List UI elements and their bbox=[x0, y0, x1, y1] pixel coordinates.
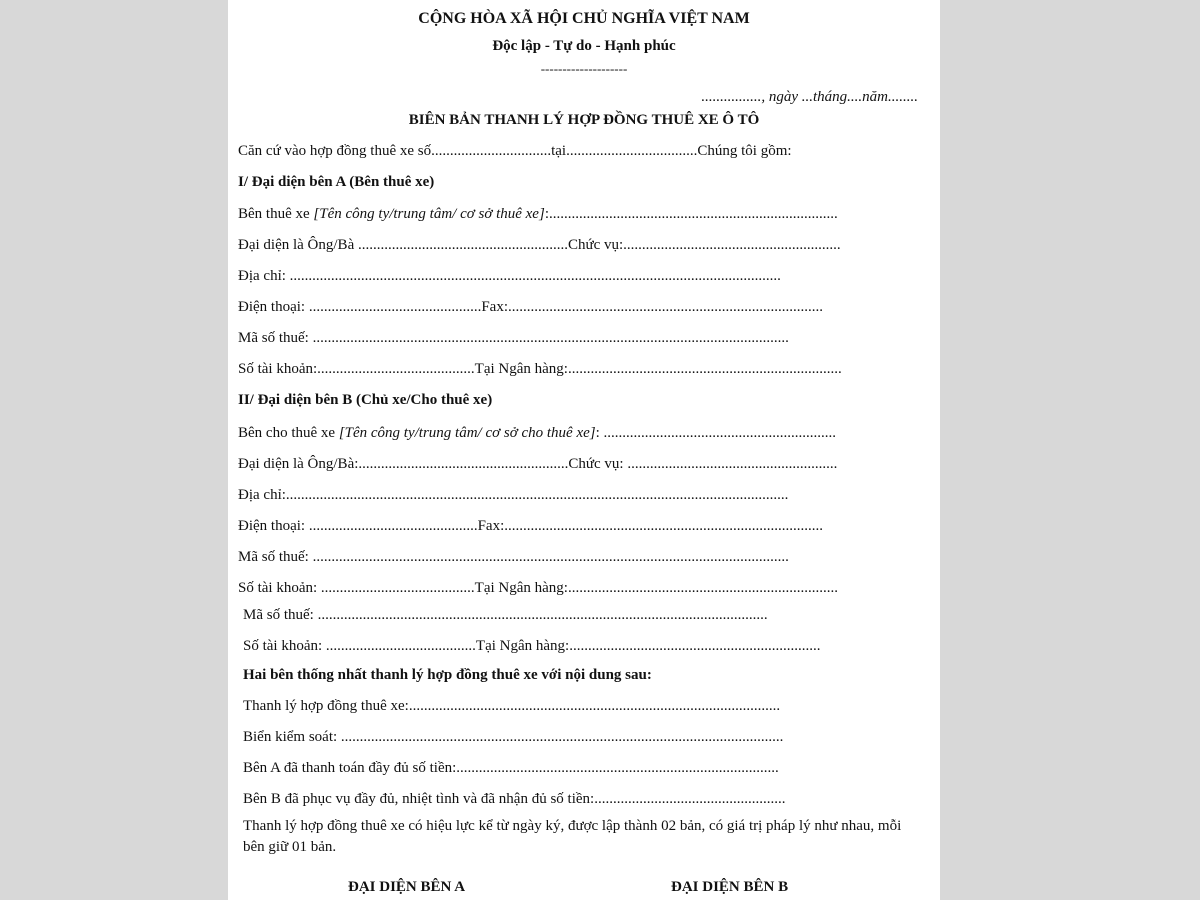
country-name: CỘNG HÒA XÃ HỘI CHỦ NGHĨA VIỆT NAM bbox=[418, 10, 750, 27]
signature-party-a: ĐẠI DIỆN BÊN A bbox=[348, 879, 466, 895]
party-b-address: Địa chỉ:...................................................................................................................................... bbox=[238, 487, 789, 503]
extra-bank-account: Số tài khoản: ........................................Tại Ngân hàng:................................................................... bbox=[243, 638, 821, 654]
agreement-validity: Thanh lý hợp đồng thuê xe có hiệu lực kể từ ngày ký, được lập thành 02 bản, có giá trị pháp lý như nhau, mỗi bên giữ 01 bản. bbox=[243, 818, 902, 855]
document-page bbox=[228, 0, 940, 900]
national-motto: Độc lập - Tự do - Hạnh phúc bbox=[492, 38, 676, 54]
party-a-heading: I/ Đại diện bên A (Bên thuê xe) bbox=[238, 174, 435, 190]
date-line: ................, ngày ...tháng....năm........ bbox=[701, 89, 918, 105]
header-divider: -------------------- bbox=[540, 61, 628, 76]
agreement-served: Bên B đã phục vụ đầy đủ, nhiệt tình và đã nhận đủ số tiền:................................................... bbox=[243, 791, 786, 807]
party-a-tax-code: Mã số thuế: ............................................................................................................................... bbox=[238, 330, 789, 346]
party-b-bank-account: Số tài khoản: .........................................Tại Ngân hàng:........................................................................ bbox=[238, 580, 838, 596]
party-b-tax-code: Mã số thuế: ............................................................................................................................... bbox=[238, 549, 789, 565]
party-a-bank-account: Số tài khoản:..........................................Tại Ngân hàng:......................................................................... bbox=[238, 361, 842, 377]
agreement-paid: Bên A đã thanh toán đầy đủ số tiền:...................................................................................... bbox=[243, 760, 779, 776]
party-a-representative: Đại diện là Ông/Bà ........................................................Chức vụ:.......................................................... bbox=[238, 237, 841, 253]
party-a-renter-placeholder: [Tên công ty/trung tâm/ cơ sở thuê xe] bbox=[313, 206, 545, 222]
agreement-plate: Biển kiểm soát: ...................................................................................................................... bbox=[243, 729, 784, 745]
party-b-owner-suffix: : .............................................................. bbox=[595, 425, 837, 441]
party-b-representative: Đại diện là Ông/Bà:........................................................Chức vụ: ........................................................ bbox=[238, 456, 838, 472]
party-a-phone-fax: Điện thoại: ..............................................Fax:.................................................................................... bbox=[238, 299, 823, 315]
party-a-renter-line bbox=[238, 205, 838, 223]
party-b-owner-line bbox=[238, 424, 836, 442]
agreement-liquidation: Thanh lý hợp đồng thuê xe:................................................................................................... bbox=[243, 698, 781, 714]
party-a-renter-prefix: Bên thuê xe bbox=[238, 206, 314, 222]
party-b-owner-placeholder: [Tên công ty/trung tâm/ cơ sở cho thuê xe] bbox=[338, 425, 596, 441]
party-b-heading: II/ Đại diện bên B (Chủ xe/Cho thuê xe) bbox=[238, 392, 493, 408]
signature-party-b: ĐẠI DIỆN BÊN B bbox=[671, 879, 789, 895]
intro-line: Căn cứ vào hợp đồng thuê xe số................................tại...................................Chúng tôi gồm: bbox=[238, 143, 792, 159]
document-title: BIÊN BẢN THANH LÝ HỢP ĐỒNG THUÊ XE Ô TÔ bbox=[408, 112, 760, 128]
party-a-renter-suffix: :............................................................................. bbox=[544, 206, 838, 222]
party-b-owner-prefix: Bên cho thuê xe bbox=[238, 425, 339, 441]
agreement-heading: Hai bên thống nhất thanh lý hợp đồng thuê xe với nội dung sau: bbox=[243, 667, 652, 683]
extra-tax-code: Mã số thuế: ........................................................................................................................ bbox=[243, 607, 768, 623]
party-b-phone-fax: Điện thoại: .............................................Fax:..................................................................................... bbox=[238, 518, 823, 534]
party-a-address: Địa chỉ: ................................................................................................................................... bbox=[238, 268, 781, 284]
